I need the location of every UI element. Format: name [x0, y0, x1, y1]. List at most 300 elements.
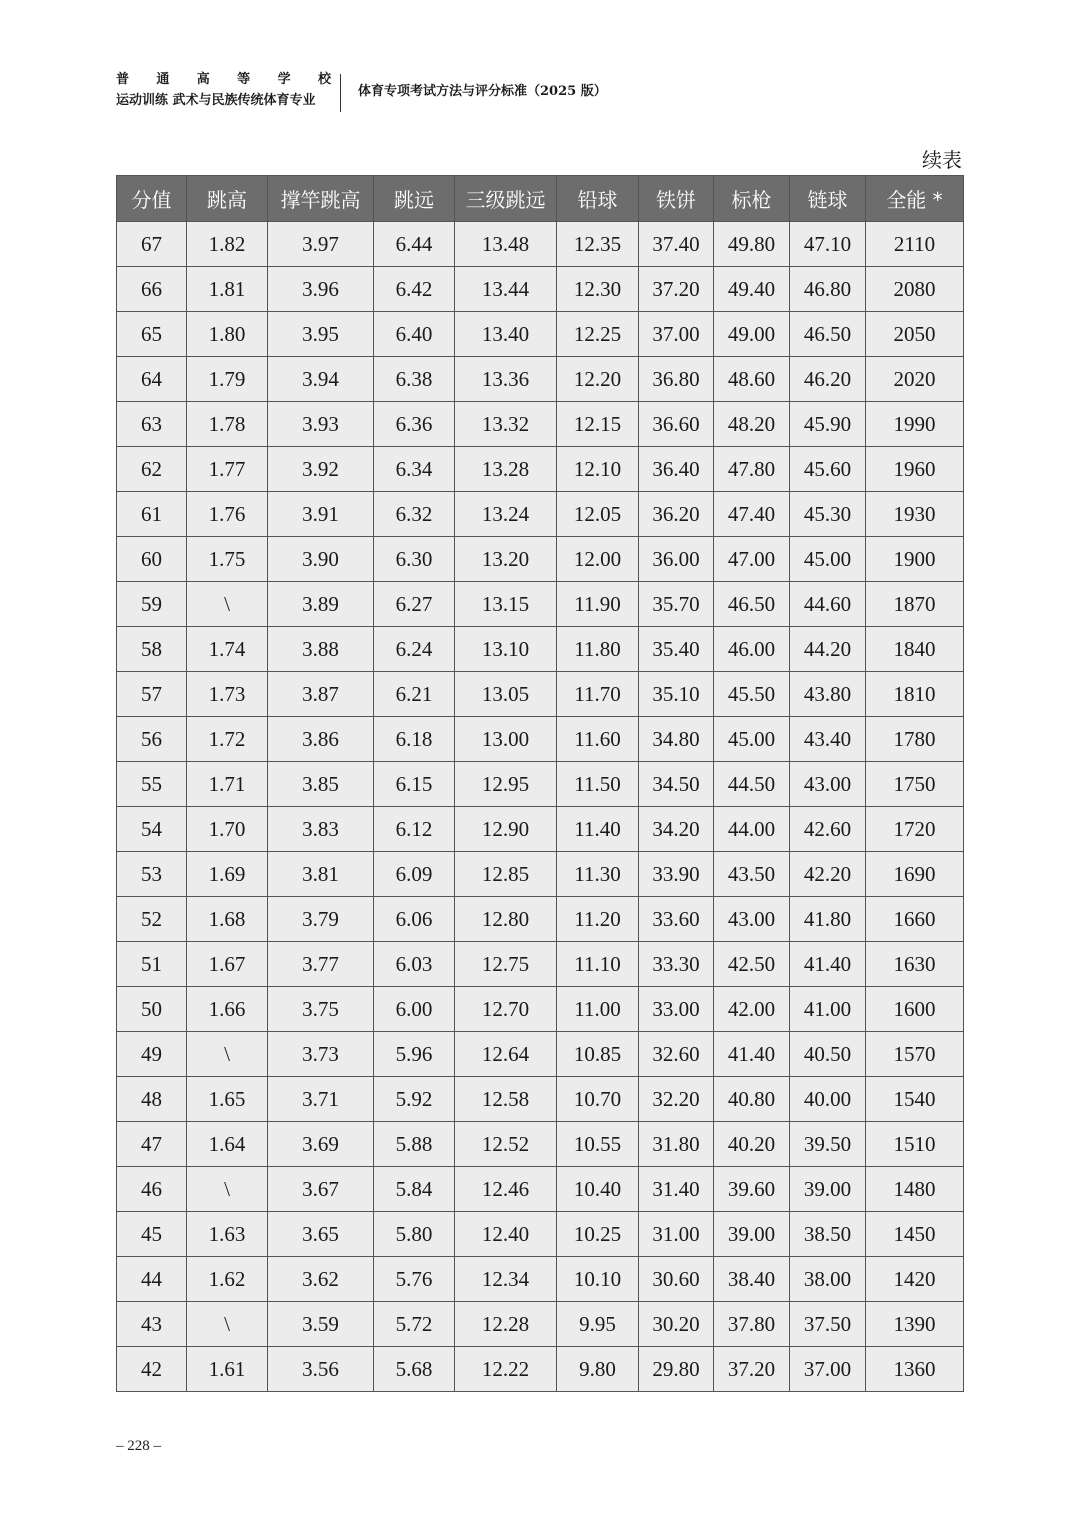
table-cell: 10.25	[557, 1212, 639, 1257]
table-cell: 31.40	[639, 1167, 714, 1212]
table-row	[117, 987, 964, 1032]
table-cell: 6.36	[374, 402, 455, 447]
table-cell: 1.64	[187, 1122, 268, 1167]
table-row	[117, 357, 964, 402]
table-cell: 1810	[866, 672, 964, 717]
table-cell: 37.20	[639, 267, 714, 312]
table-cell: 12.15	[557, 402, 639, 447]
table-cell: 1.61	[187, 1347, 268, 1392]
header-book-title: 体育专项考试方法与评分标准（2025 版）	[358, 84, 607, 99]
table-cell: 3.83	[268, 807, 374, 852]
table-cell: 10.10	[557, 1257, 639, 1302]
table-cell: 3.97	[268, 222, 374, 267]
table-cell: 30.20	[639, 1302, 714, 1347]
table-cell: 12.58	[455, 1077, 557, 1122]
table-cell: 1.76	[187, 492, 268, 537]
table-cell: 6.21	[374, 672, 455, 717]
table-cell: 1540	[866, 1077, 964, 1122]
table-cell: 3.93	[268, 402, 374, 447]
column-header: 铁饼	[639, 176, 714, 222]
table-cell: 1930	[866, 492, 964, 537]
table-cell: 6.15	[374, 762, 455, 807]
header-school-line	[116, 70, 331, 90]
table-row	[117, 627, 964, 672]
table-row	[117, 852, 964, 897]
table-cell: 60	[117, 537, 187, 582]
table-cell: \	[187, 1167, 268, 1212]
continued-label: 续表	[922, 148, 962, 172]
table-cell: 1.65	[187, 1077, 268, 1122]
column-header: 链球	[790, 176, 866, 222]
table-cell: 1960	[866, 447, 964, 492]
table-cell: 34.80	[639, 717, 714, 762]
table-cell: 1870	[866, 582, 964, 627]
table-cell: 13.40	[455, 312, 557, 357]
table-cell: 41.00	[790, 987, 866, 1032]
table-cell: 37.80	[714, 1302, 790, 1347]
table-cell: 12.22	[455, 1347, 557, 1392]
table-cell: 42	[117, 1347, 187, 1392]
table-cell: 12.28	[455, 1302, 557, 1347]
table-cell: 3.67	[268, 1167, 374, 1212]
table-cell: 13.15	[455, 582, 557, 627]
table-cell: 43.50	[714, 852, 790, 897]
table-cell: 65	[117, 312, 187, 357]
table-cell: 3.69	[268, 1122, 374, 1167]
column-header: 铅球	[557, 176, 639, 222]
table-cell: 57	[117, 672, 187, 717]
table-cell: 3.95	[268, 312, 374, 357]
table-cell: 47.00	[714, 537, 790, 582]
table-cell: 42.60	[790, 807, 866, 852]
column-header: 跳远	[374, 176, 455, 222]
table-row	[117, 402, 964, 447]
table-cell: 5.80	[374, 1212, 455, 1257]
table-cell: 6.06	[374, 897, 455, 942]
table-cell: 12.52	[455, 1122, 557, 1167]
header-char: 通	[156, 72, 170, 87]
table-cell: 3.94	[268, 357, 374, 402]
table-cell: 11.60	[557, 717, 639, 762]
column-header: 标枪	[714, 176, 790, 222]
table-cell: 6.42	[374, 267, 455, 312]
table-cell: 10.40	[557, 1167, 639, 1212]
table-cell: 67	[117, 222, 187, 267]
table-cell: 1.71	[187, 762, 268, 807]
table-row	[117, 222, 964, 267]
table-cell: 33.30	[639, 942, 714, 987]
table-cell: 1.67	[187, 942, 268, 987]
table-cell: 46.80	[790, 267, 866, 312]
table-cell: \	[187, 582, 268, 627]
table-cell: 43.40	[790, 717, 866, 762]
table-cell: 3.91	[268, 492, 374, 537]
table-cell: 38.00	[790, 1257, 866, 1302]
table-cell: 42.00	[714, 987, 790, 1032]
header-char: 等	[237, 72, 251, 87]
table-cell: 12.34	[455, 1257, 557, 1302]
table-row	[117, 1347, 964, 1392]
table-cell: 3.86	[268, 717, 374, 762]
table-cell: 6.12	[374, 807, 455, 852]
table-cell: 47	[117, 1122, 187, 1167]
table-cell: 1.77	[187, 447, 268, 492]
table-cell: 6.34	[374, 447, 455, 492]
table-cell: 13.28	[455, 447, 557, 492]
table-row	[117, 312, 964, 357]
column-header: 全能 *	[866, 176, 964, 222]
table-cell: 11.70	[557, 672, 639, 717]
table-cell: 13.00	[455, 717, 557, 762]
table-cell: \	[187, 1032, 268, 1077]
table-cell: 12.70	[455, 987, 557, 1032]
table-cell: 11.90	[557, 582, 639, 627]
table-cell: 3.81	[268, 852, 374, 897]
table-cell: 46.50	[790, 312, 866, 357]
table-cell: 10.55	[557, 1122, 639, 1167]
table-cell: 11.40	[557, 807, 639, 852]
table-cell: 6.03	[374, 942, 455, 987]
table-cell: 12.10	[557, 447, 639, 492]
table-cell: 1.68	[187, 897, 268, 942]
table-cell: 47.40	[714, 492, 790, 537]
table-cell: 52	[117, 897, 187, 942]
header-divider	[340, 74, 341, 112]
table-cell: 1630	[866, 942, 964, 987]
table-row	[117, 447, 964, 492]
table-cell: 1570	[866, 1032, 964, 1077]
page-number: – 228 –	[116, 1438, 161, 1454]
table-cell: 49.40	[714, 267, 790, 312]
table-cell: 44.60	[790, 582, 866, 627]
table-cell: 55	[117, 762, 187, 807]
table-cell: 33.90	[639, 852, 714, 897]
table-cell: 41.80	[790, 897, 866, 942]
header-major-line: 运动训练 武术与民族传统体育专业	[116, 93, 316, 108]
table-cell: 31.80	[639, 1122, 714, 1167]
table-row	[117, 1122, 964, 1167]
table-cell: 43.80	[790, 672, 866, 717]
table-row	[117, 672, 964, 717]
table-cell: 33.60	[639, 897, 714, 942]
table-cell: 3.75	[268, 987, 374, 1032]
table-cell: 1.66	[187, 987, 268, 1032]
table-cell: 11.80	[557, 627, 639, 672]
table-cell: 1.62	[187, 1257, 268, 1302]
table-cell: 49	[117, 1032, 187, 1077]
table-cell: 13.32	[455, 402, 557, 447]
table-cell: 42.20	[790, 852, 866, 897]
table-cell: 3.79	[268, 897, 374, 942]
table-row	[117, 582, 964, 627]
table-cell: 53	[117, 852, 187, 897]
table-cell: 30.60	[639, 1257, 714, 1302]
table-body	[117, 222, 964, 1392]
table-cell: 61	[117, 492, 187, 537]
table-cell: 12.05	[557, 492, 639, 537]
table-cell: 3.56	[268, 1347, 374, 1392]
table-cell: 11.10	[557, 942, 639, 987]
table-row	[117, 807, 964, 852]
table-cell: 47.80	[714, 447, 790, 492]
table-cell: 37.50	[790, 1302, 866, 1347]
table-cell: 3.87	[268, 672, 374, 717]
table-cell: 36.00	[639, 537, 714, 582]
table-cell: 40.20	[714, 1122, 790, 1167]
page-header	[116, 70, 976, 114]
table-cell: 1.63	[187, 1212, 268, 1257]
table-cell: 12.80	[455, 897, 557, 942]
table-cell: 37.00	[790, 1347, 866, 1392]
header-char: 普	[116, 72, 130, 87]
table-cell: 34.20	[639, 807, 714, 852]
table-cell: 58	[117, 627, 187, 672]
table-cell: 6.32	[374, 492, 455, 537]
table-cell: 9.95	[557, 1302, 639, 1347]
table-cell: 51	[117, 942, 187, 987]
table-cell: 1990	[866, 402, 964, 447]
table-cell: 2080	[866, 267, 964, 312]
table-cell: 1.80	[187, 312, 268, 357]
table-cell: 38.40	[714, 1257, 790, 1302]
header-char: 校	[317, 72, 331, 87]
table-cell: 45.60	[790, 447, 866, 492]
table-cell: 47.10	[790, 222, 866, 267]
table-cell: 45.00	[790, 537, 866, 582]
table-cell: 39.00	[714, 1212, 790, 1257]
table-cell: 40.80	[714, 1077, 790, 1122]
table-cell: 49.80	[714, 222, 790, 267]
table-cell: 13.05	[455, 672, 557, 717]
table-cell: 12.40	[455, 1212, 557, 1257]
table-cell: 6.40	[374, 312, 455, 357]
table-cell: 1750	[866, 762, 964, 807]
table-cell: 1780	[866, 717, 964, 762]
table-cell: 40.50	[790, 1032, 866, 1077]
table-cell: 1420	[866, 1257, 964, 1302]
table-cell: 49.00	[714, 312, 790, 357]
table-cell: 3.96	[268, 267, 374, 312]
table-cell: 11.30	[557, 852, 639, 897]
table-cell: 11.00	[557, 987, 639, 1032]
table-cell: 46.20	[790, 357, 866, 402]
table-cell: 12.85	[455, 852, 557, 897]
table-cell: 3.85	[268, 762, 374, 807]
table-cell: 6.27	[374, 582, 455, 627]
header-char: 学	[277, 72, 291, 87]
table-cell: 66	[117, 267, 187, 312]
table-cell: 6.44	[374, 222, 455, 267]
table-cell: 3.71	[268, 1077, 374, 1122]
table-cell: 45.30	[790, 492, 866, 537]
table-cell: 3.62	[268, 1257, 374, 1302]
table-cell: 45.90	[790, 402, 866, 447]
table-cell: 1.73	[187, 672, 268, 717]
table-cell: 3.90	[268, 537, 374, 582]
table-cell: 5.88	[374, 1122, 455, 1167]
table-cell: 13.48	[455, 222, 557, 267]
table-cell: 1.72	[187, 717, 268, 762]
table-cell: 64	[117, 357, 187, 402]
table-cell: 2110	[866, 222, 964, 267]
table-cell: 5.68	[374, 1347, 455, 1392]
score-table	[116, 175, 964, 1392]
table-cell: 6.30	[374, 537, 455, 582]
table-cell: 3.59	[268, 1302, 374, 1347]
table-cell: 37.40	[639, 222, 714, 267]
table-cell: 1690	[866, 852, 964, 897]
table-cell: 12.46	[455, 1167, 557, 1212]
table-cell: 1360	[866, 1347, 964, 1392]
table-cell: 6.18	[374, 717, 455, 762]
table-cell: 1600	[866, 987, 964, 1032]
table-cell: 1.75	[187, 537, 268, 582]
table-cell: 9.80	[557, 1347, 639, 1392]
table-header-row	[117, 176, 964, 222]
table-cell: 5.96	[374, 1032, 455, 1077]
table-cell: 32.60	[639, 1032, 714, 1077]
table-cell: 35.70	[639, 582, 714, 627]
table-cell: 13.36	[455, 357, 557, 402]
column-header: 三级跳远	[455, 176, 557, 222]
table-cell: 3.73	[268, 1032, 374, 1077]
table-cell: 29.80	[639, 1347, 714, 1392]
table-cell: 6.00	[374, 987, 455, 1032]
table-cell: 1.81	[187, 267, 268, 312]
table-cell: 34.50	[639, 762, 714, 807]
table-cell: 46	[117, 1167, 187, 1212]
table-cell: 45	[117, 1212, 187, 1257]
table-cell: 43.00	[714, 897, 790, 942]
table-cell: 44.00	[714, 807, 790, 852]
table-cell: 1.74	[187, 627, 268, 672]
table-cell: 12.64	[455, 1032, 557, 1077]
table-row	[117, 1302, 964, 1347]
table-cell: 39.50	[790, 1122, 866, 1167]
table-cell: 36.80	[639, 357, 714, 402]
table-cell: 56	[117, 717, 187, 762]
table-row	[117, 1077, 964, 1122]
table-cell: 13.44	[455, 267, 557, 312]
table-cell: 2020	[866, 357, 964, 402]
table-cell: 39.60	[714, 1167, 790, 1212]
table-cell: 42.50	[714, 942, 790, 987]
table-cell: 36.60	[639, 402, 714, 447]
table-cell: 6.38	[374, 357, 455, 402]
table-cell: \	[187, 1302, 268, 1347]
table-cell: 36.20	[639, 492, 714, 537]
table-cell: 12.25	[557, 312, 639, 357]
table-cell: 32.20	[639, 1077, 714, 1122]
table-cell: 41.40	[714, 1032, 790, 1077]
table-cell: 13.20	[455, 537, 557, 582]
table-cell: 1.79	[187, 357, 268, 402]
column-header: 跳高	[187, 176, 268, 222]
table-cell: 12.90	[455, 807, 557, 852]
table-cell: 1840	[866, 627, 964, 672]
table-cell: 13.10	[455, 627, 557, 672]
table-cell: 44.20	[790, 627, 866, 672]
table-cell: 50	[117, 987, 187, 1032]
table-cell: 11.50	[557, 762, 639, 807]
column-header: 分值	[117, 176, 187, 222]
table-cell: 13.24	[455, 492, 557, 537]
table-cell: 12.30	[557, 267, 639, 312]
table-cell: 2050	[866, 312, 964, 357]
table-cell: 37.20	[714, 1347, 790, 1392]
table-cell: 12.00	[557, 537, 639, 582]
table-row	[117, 537, 964, 582]
table-cell: 46.00	[714, 627, 790, 672]
table-cell: 3.92	[268, 447, 374, 492]
table-cell: 10.70	[557, 1077, 639, 1122]
table-cell: 36.40	[639, 447, 714, 492]
table-cell: 1480	[866, 1167, 964, 1212]
table-cell: 1900	[866, 537, 964, 582]
table-cell: 12.35	[557, 222, 639, 267]
table-cell: 35.10	[639, 672, 714, 717]
table-cell: 1660	[866, 897, 964, 942]
table-cell: 45.00	[714, 717, 790, 762]
table-cell: 43	[117, 1302, 187, 1347]
table-cell: 5.92	[374, 1077, 455, 1122]
table-cell: 6.24	[374, 627, 455, 672]
table-cell: 48.20	[714, 402, 790, 447]
table-cell: 1.82	[187, 222, 268, 267]
table-cell: 38.50	[790, 1212, 866, 1257]
table-cell: 3.77	[268, 942, 374, 987]
table-row	[117, 762, 964, 807]
table-cell: 3.89	[268, 582, 374, 627]
table-cell: 39.00	[790, 1167, 866, 1212]
table-cell: 1.70	[187, 807, 268, 852]
table-cell: 12.95	[455, 762, 557, 807]
table-row	[117, 492, 964, 537]
table-cell: 44	[117, 1257, 187, 1302]
table-cell: 37.00	[639, 312, 714, 357]
table-cell: 1.78	[187, 402, 268, 447]
table-cell: 40.00	[790, 1077, 866, 1122]
table-cell: 1720	[866, 807, 964, 852]
table-row	[117, 897, 964, 942]
table-cell: 62	[117, 447, 187, 492]
table-cell: 48	[117, 1077, 187, 1122]
table-cell: 3.65	[268, 1212, 374, 1257]
table-cell: 54	[117, 807, 187, 852]
table-cell: 1390	[866, 1302, 964, 1347]
table-row	[117, 1257, 964, 1302]
table-cell: 31.00	[639, 1212, 714, 1257]
table-cell: 43.00	[790, 762, 866, 807]
table-row	[117, 1212, 964, 1257]
header-char: 高	[196, 72, 210, 87]
table-cell: 45.50	[714, 672, 790, 717]
table-cell: 33.00	[639, 987, 714, 1032]
table-cell: 11.20	[557, 897, 639, 942]
table-row	[117, 267, 964, 312]
table-cell: 6.09	[374, 852, 455, 897]
table-cell: 63	[117, 402, 187, 447]
header-left	[116, 70, 331, 112]
table-row	[117, 1032, 964, 1077]
table-row	[117, 942, 964, 987]
column-header: 撑竿跳高	[268, 176, 374, 222]
table-cell: 5.72	[374, 1302, 455, 1347]
table-cell: 1510	[866, 1122, 964, 1167]
table-cell: 12.20	[557, 357, 639, 402]
table-cell: 3.88	[268, 627, 374, 672]
table-cell: 5.84	[374, 1167, 455, 1212]
